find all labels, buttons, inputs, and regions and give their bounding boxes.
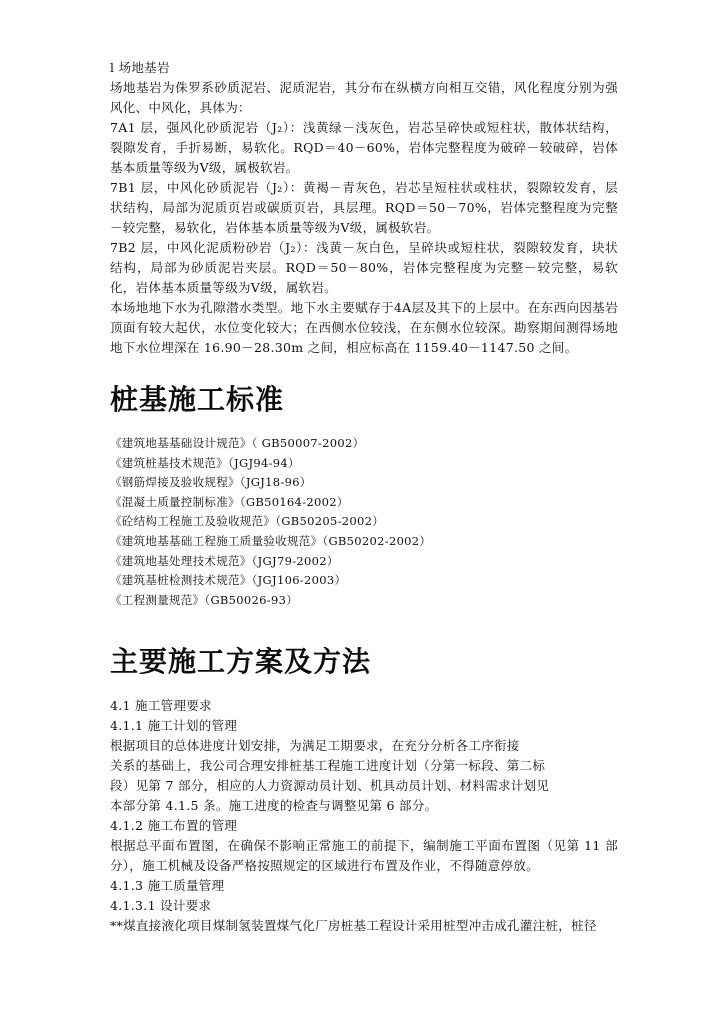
standard-item: 《钢筋焊接及验收规程》（JGJ18-96） xyxy=(110,475,312,490)
paragraph-line: 本部分第 4.1.5 条。施工进度的检查与调整见第 6 部分。 xyxy=(110,798,438,813)
standard-item: 《建筑地基基础设计规范》（ GB50007-2002） xyxy=(110,436,365,450)
subsection-title: 4.1.1 施工计划的管理 xyxy=(110,718,238,733)
paragraph-groundwater: 本场地地下水为孔隙潜水类型。地下水主要赋存于4A层及其下的上层中。在东西向因基岩顶面有较大起伏，水位变化较大；在西侧水位较浅，在东侧水位较深。勘察期间测得场地地下水位埋深在 16.90－28.30m 之间，相应标高在 1159.40－1147.50 之间。 xyxy=(110,300,618,355)
paragraph-layout: 根据总平面布置图，在确保不影响正常施工的前提下，编制施工平面布置图（见第 11 部分），施工机械及设备严格按照规定的区域进行布置及作业，不得随意停放。 xyxy=(110,838,618,873)
construction-section xyxy=(110,696,618,936)
subsection-title-bedrock: l 场地基岩 xyxy=(110,60,170,75)
subsection-title: 4.1.3 施工质量管理 xyxy=(110,878,225,893)
standard-item: 《砼结构工程施工及验收规范》（GB50205-2002） xyxy=(110,514,385,529)
subsection-title: 4.1 施工管理要求 xyxy=(110,698,212,713)
standard-item: 《建筑基桩检测技术规范》（JGJ106-2003） xyxy=(110,573,347,588)
heading-pile-standards: 桩基施工标准 xyxy=(110,383,285,416)
geology-section xyxy=(110,58,618,358)
paragraph-layer-7b1: 7B1 层，中风化砂质泥岩（J₂）：黄褐－青灰色，岩芯呈短柱状或柱状，裂隙较发育，层状结构，局部为泥质页岩或碳质页岩，具层理。RQD＝50－70%，岩体完整程度为完整－较完整，易软化，岩体基本质量等级为Ⅴ级，属极软岩。 xyxy=(110,180,618,235)
subsection-title: 4.1.3.1 设计要求 xyxy=(110,898,212,913)
standards-list xyxy=(110,434,618,610)
paragraph-design: **煤直接液化项目煤制氢装置煤气化厂房桩基工程设计采用桩型冲击成孔灌注桩，桩径 xyxy=(110,918,597,933)
heading-construction-methods: 主要施工方案及方法 xyxy=(110,645,372,678)
paragraph-layer-7a1: 7A1 层，强风化砂质泥岩（J₂）：浅黄绿－浅灰色，岩芯呈碎快或短柱状，散体状结构，裂隙发育，手折易断，易软化。RQD＝40－60%，岩体完整程度为破碎－较破碎，岩体基本质量等级为Ⅴ级，属极软岩。 xyxy=(110,120,618,175)
standard-item: 《建筑地基基础工程施工质量验收规范》（GB50202-2002） xyxy=(110,533,432,548)
subsection-title: 4.1.2 施工布置的管理 xyxy=(110,818,238,833)
standard-item: 《混凝土质量控制标准》（GB50164-2002） xyxy=(110,494,349,509)
paragraph-line: 段）见第 7 部分，相应的人力资源动员计划、机具动员计划、材料需求计划见 xyxy=(110,778,550,793)
paragraph-line: 关系的基础上，我公司合理安排桩基工程施工进度计划（分第一标段、第二标 xyxy=(110,758,546,773)
paragraph-layer-7b2: 7B2 层，中风化泥质粉砂岩（J₂）：浅黄－灰白色，呈碎块或短柱状，裂隙较发育，块状结构，局部为砂质泥岩夹层。RQD＝50－80%，岩体完整程度为完整－较完整，易软化，岩体基本质量等级为Ⅴ级，属软岩。 xyxy=(110,240,618,295)
standard-item: 《建筑桩基技术规范》（JGJ94-94） xyxy=(110,455,300,470)
paragraph-line: 根据项目的总体进度计划安排，为满足工期要求，在充分分析各工序衔接 xyxy=(110,738,520,753)
standard-item: 《工程测量规范》（GB50026-93） xyxy=(110,592,298,607)
paragraph-bedrock-intro: 场地基岩为侏罗系砂质泥岩、泥质泥岩，其分布在纵横方向相互交错，风化程度分别为强风化、中风化，具体为： xyxy=(110,80,618,115)
standard-item: 《建筑地基处理技术规范》（JGJ79-2002） xyxy=(110,553,339,568)
